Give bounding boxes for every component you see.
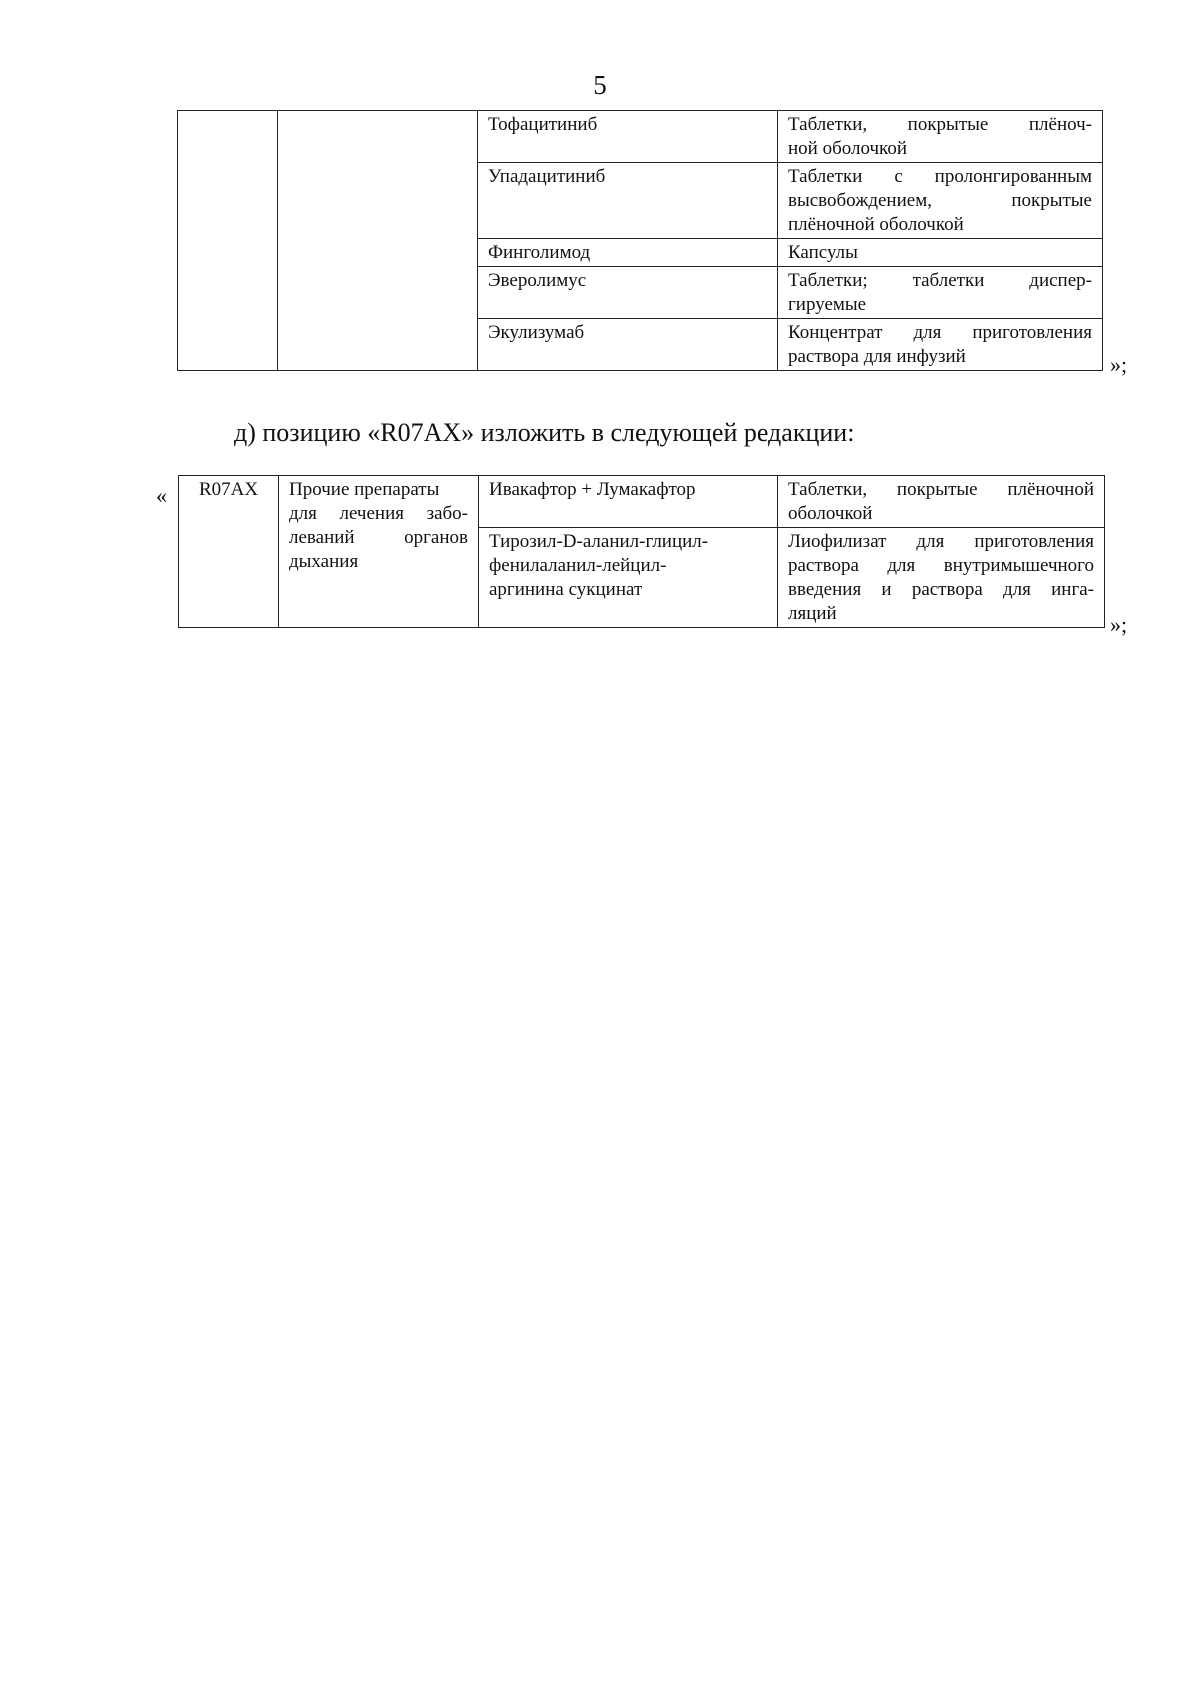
- dosage-form-line: высвобождением, покрытые: [788, 190, 1092, 211]
- dosage-form-cell: [778, 476, 1105, 528]
- dosage-form-line: введения и раствора для инга-: [788, 579, 1094, 600]
- dosage-form-cell: [778, 319, 1103, 371]
- dosage-form-line: ной оболочкой: [788, 138, 907, 159]
- dosage-form-line: гируемые: [788, 294, 867, 315]
- instruction-paragraph: д) позицию «R07AX» изложить в следующей редакции:: [234, 418, 855, 447]
- group-name-line: дыхания: [289, 551, 359, 572]
- drug-name-cell: Финголимод: [478, 239, 778, 267]
- group-name-line: Прочие препараты: [289, 479, 440, 500]
- group-name-line: для лечения забо-: [289, 503, 468, 524]
- closing-quote-mark: »;: [1110, 612, 1128, 637]
- dosage-form-line: Таблетки, покрытые плёноч-: [788, 114, 1092, 135]
- drug-table-continuation: [177, 110, 1103, 371]
- dosage-form-line: раствора для инфузий: [788, 346, 966, 367]
- dosage-form-line: Лиофилизат для приготовления: [788, 531, 1094, 552]
- dosage-form-cell: [778, 239, 1103, 267]
- group-name-line: леваний органов: [289, 527, 468, 548]
- dosage-form-line: Таблетки с пролонгированным: [788, 166, 1092, 187]
- dosage-form-cell: [778, 163, 1103, 239]
- dosage-form-line: оболочкой: [788, 503, 873, 524]
- group-name-cell: [279, 476, 479, 628]
- dosage-form-line: Таблетки, покрытые плёночной: [788, 479, 1094, 500]
- closing-quote-mark: »;: [1110, 352, 1128, 377]
- drug-name-line: Ивакафтор + Лумакафтор: [489, 479, 696, 500]
- drug-name-line: аргинина сукцинат: [489, 579, 643, 600]
- dosage-form-cell: [778, 267, 1103, 319]
- dosage-form-line: Таблетки; таблетки диспер-: [788, 270, 1092, 291]
- opening-quote-mark: «: [156, 483, 167, 508]
- dosage-form-line: ляций: [788, 603, 837, 624]
- dosage-form-line: раствора для внутримышечного: [788, 555, 1094, 576]
- code-cell-empty: [178, 111, 278, 371]
- dosage-form-line: плёночной оболочкой: [788, 214, 964, 235]
- page-number: 5: [593, 70, 607, 100]
- dosage-form-cell: [778, 111, 1103, 163]
- atc-code-cell: R07AX: [179, 476, 279, 628]
- dosage-form-cell: [778, 528, 1105, 628]
- drug-name-cell: [479, 476, 778, 528]
- dosage-form-line: Капсулы: [788, 242, 858, 263]
- drug-name-line: фенилаланил-лейцил-: [489, 555, 667, 576]
- dosage-form-line: Концентрат для приготовления: [788, 322, 1092, 343]
- drug-name-line: Тирозил-D-аланил-глицил-: [489, 531, 709, 552]
- group-cell-empty: [278, 111, 478, 371]
- drug-name-cell: Тофацитиниб: [478, 111, 778, 163]
- drug-name-cell: Экулизумаб: [478, 319, 778, 371]
- drug-name-cell: Упадацитиниб: [478, 163, 778, 239]
- drug-name-cell: [479, 528, 778, 628]
- drug-name-cell: Эверолимус: [478, 267, 778, 319]
- table-row: [178, 111, 1103, 163]
- table-row: [179, 476, 1105, 528]
- drug-table-r07ax: [178, 475, 1105, 628]
